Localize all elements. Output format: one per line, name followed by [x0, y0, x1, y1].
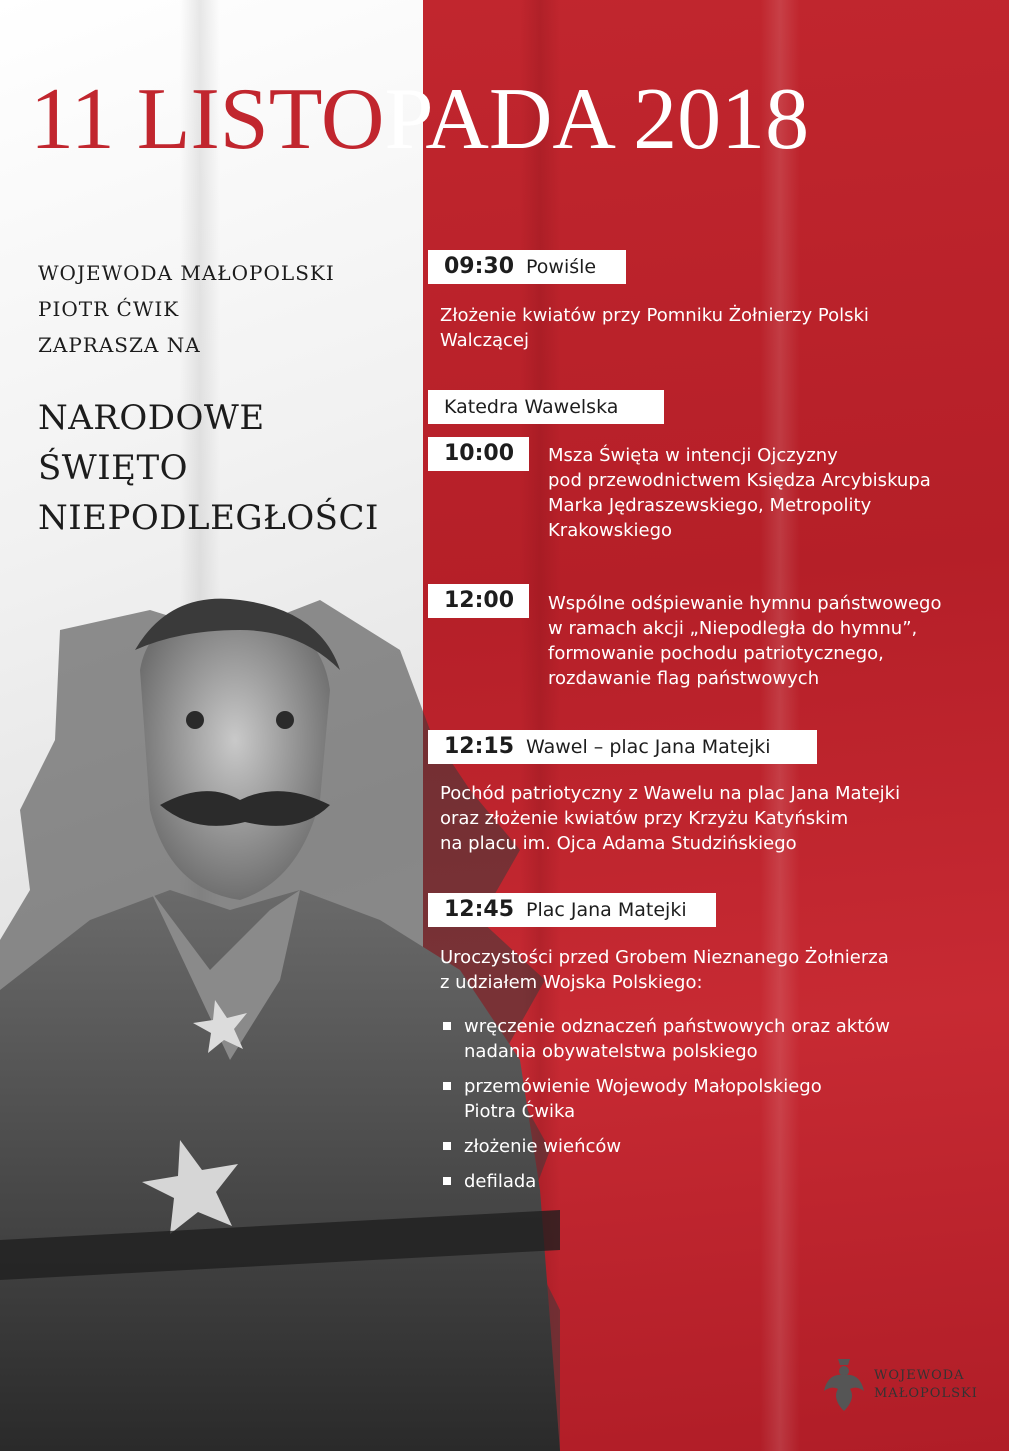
- place-label: Powiśle: [526, 256, 597, 278]
- list-item-text: wręczenie odznaczeń państwowych oraz aktów: [464, 1016, 890, 1037]
- schedule-desc-1215: [440, 781, 900, 856]
- place-label: Wawel – plac Jana Matejki: [526, 736, 771, 758]
- place-label: Plac Jana Matejki: [526, 899, 687, 921]
- invitation-line: ZAPRASZA NA: [38, 333, 201, 357]
- list-item-text: złożenie wieńców: [464, 1136, 622, 1157]
- desc-line: na placu im. Ojca Adama Studzińskiego: [440, 833, 797, 854]
- schedule-desc-1200: [548, 591, 942, 691]
- title-left: 11 LISTO: [30, 71, 385, 168]
- schedule-chip-1245: [428, 893, 716, 927]
- desc-line: Złożenie kwiatów przy Pomniku Żołnierzy Polski: [440, 305, 869, 326]
- desc-line: Pochód patriotyczny z Wawelu na plac Jana Matejki: [440, 783, 901, 804]
- list-item: [440, 1134, 890, 1159]
- time-label: 12:15: [444, 734, 515, 759]
- place-label: Katedra Wawelska: [444, 396, 619, 418]
- logo-line: MAŁOPOLSKI: [874, 1386, 978, 1401]
- desc-line: Walczącej: [440, 330, 530, 351]
- time-label: 12:00: [444, 588, 515, 613]
- desc-line: oraz złożenie kwiatów przy Krzyżu Katyńskim: [440, 808, 849, 829]
- time-label: 10:00: [444, 441, 515, 466]
- invitation-text: [38, 255, 335, 363]
- event-name-line: ŚWIĘTO: [38, 448, 189, 488]
- eagle-icon: [822, 1355, 866, 1415]
- desc-line: Krakowskiego: [548, 520, 673, 541]
- bullet-icon: [443, 1177, 451, 1185]
- schedule-chip-1000: [428, 437, 529, 471]
- desc-line: Marka Jędraszewskiego, Metropolity: [548, 495, 872, 516]
- desc-line: Wspólne odśpiewanie hymnu państwowego: [548, 593, 942, 614]
- bullet-icon: [443, 1142, 451, 1150]
- list-item: [440, 1014, 890, 1064]
- desc-line: Uroczystości przed Grobem Nieznanego Żołnierza: [440, 947, 889, 968]
- time-label: 09:30: [444, 254, 515, 279]
- desc-line: Msza Święta w intencji Ojczyzny: [548, 445, 838, 466]
- list-item-text: defilada: [464, 1171, 537, 1192]
- list-item-text: przemówienie Wojewody Małopolskiego: [464, 1076, 822, 1097]
- page-title: [30, 70, 990, 170]
- invitation-line: WOJEWODA MAŁOPOLSKI: [38, 261, 335, 285]
- desc-line: formowanie pochodu patriotycznego,: [548, 643, 884, 664]
- voivode-logo: [822, 1355, 978, 1415]
- event-name: [38, 393, 379, 543]
- invitation-line: PIOTR ĆWIK: [38, 297, 180, 321]
- desc-line: w ramach akcji „Niepodległa do hymnu”,: [548, 618, 918, 639]
- flag-fold: [760, 0, 800, 1451]
- list-item-text: nadania obywatelstwa polskiego: [464, 1041, 758, 1062]
- desc-line: rozdawanie flag państwowych: [548, 668, 820, 689]
- time-label: 12:45: [444, 897, 515, 922]
- schedule-desc-0930: [440, 303, 869, 353]
- schedule-chip-0930: [428, 250, 626, 284]
- desc-line: pod przewodnictwem Księdza Arcybiskupa: [548, 470, 931, 491]
- bullet-icon: [443, 1082, 451, 1090]
- schedule-chip-1200: [428, 584, 529, 618]
- list-item-text: Piotra Ćwika: [464, 1101, 576, 1122]
- schedule-desc-1245: [440, 945, 889, 995]
- event-name-line: NIEPODLEGŁOŚCI: [38, 498, 379, 538]
- schedule-chip-1215: [428, 730, 817, 764]
- desc-line: z udziałem Wojska Polskiego:: [440, 972, 703, 993]
- schedule-desc-1000: [548, 443, 931, 543]
- logo-line: WOJEWODA: [874, 1368, 965, 1383]
- ceremony-list: [440, 1014, 890, 1204]
- list-item: [440, 1074, 890, 1124]
- title-right: PADA 2018: [384, 71, 810, 168]
- schedule-chip-katedra: [428, 390, 664, 424]
- logo-text: [874, 1367, 978, 1403]
- list-item: [440, 1169, 890, 1194]
- event-name-line: NARODOWE: [38, 398, 265, 438]
- bullet-icon: [443, 1022, 451, 1030]
